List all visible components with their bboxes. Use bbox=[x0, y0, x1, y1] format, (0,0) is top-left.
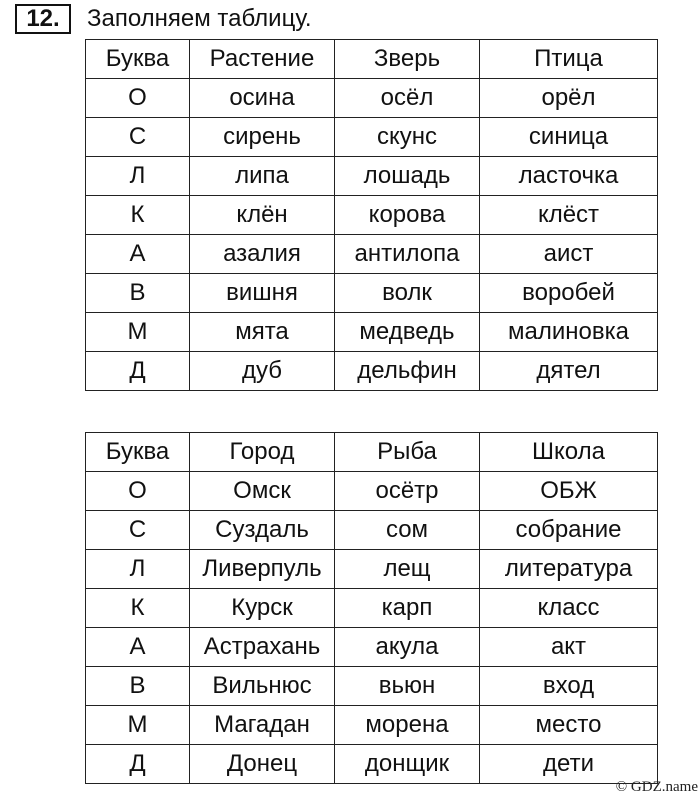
table-row bbox=[86, 706, 658, 745]
word-cell: дятел bbox=[480, 352, 658, 391]
word-cell: Донец bbox=[190, 745, 335, 784]
word-cell: литература bbox=[480, 550, 658, 589]
table-row bbox=[86, 235, 658, 274]
table-row bbox=[86, 313, 658, 352]
word-cell: клён bbox=[190, 196, 335, 235]
letter-cell: Д bbox=[86, 352, 190, 391]
table-row bbox=[86, 511, 658, 550]
header-cell: Буква bbox=[86, 433, 190, 472]
word-cell: осёл bbox=[335, 79, 480, 118]
word-cell: азалия bbox=[190, 235, 335, 274]
letter-cell: А bbox=[86, 235, 190, 274]
word-cell: Суздаль bbox=[190, 511, 335, 550]
letter-cell: К bbox=[86, 589, 190, 628]
word-cell: орёл bbox=[480, 79, 658, 118]
task-title: Заполняем таблицу. bbox=[87, 5, 312, 32]
table-row bbox=[86, 472, 658, 511]
word-cell: вход bbox=[480, 667, 658, 706]
table-header-row bbox=[86, 433, 658, 472]
word-cell: осётр bbox=[335, 472, 480, 511]
word-cell: карп bbox=[335, 589, 480, 628]
letter-cell: В bbox=[86, 274, 190, 313]
word-cell: корова bbox=[335, 196, 480, 235]
word-cell: малиновка bbox=[480, 313, 658, 352]
letter-cell: С bbox=[86, 118, 190, 157]
word-table-2 bbox=[85, 432, 658, 784]
word-cell: волк bbox=[335, 274, 480, 313]
header-cell: Буква bbox=[86, 40, 190, 79]
table-row bbox=[86, 352, 658, 391]
word-cell: Вильнюс bbox=[190, 667, 335, 706]
word-cell: вьюн bbox=[335, 667, 480, 706]
letter-cell: О bbox=[86, 472, 190, 511]
word-cell: Астрахань bbox=[190, 628, 335, 667]
word-cell: класс bbox=[480, 589, 658, 628]
word-cell: аист bbox=[480, 235, 658, 274]
word-cell: воробей bbox=[480, 274, 658, 313]
word-cell: Курск bbox=[190, 589, 335, 628]
letter-cell: К bbox=[86, 196, 190, 235]
word-cell: дуб bbox=[190, 352, 335, 391]
word-cell: сом bbox=[335, 511, 480, 550]
word-cell: место bbox=[480, 706, 658, 745]
word-cell: сирень bbox=[190, 118, 335, 157]
word-cell: клёст bbox=[480, 196, 658, 235]
word-cell: медведь bbox=[335, 313, 480, 352]
word-cell: Магадан bbox=[190, 706, 335, 745]
word-cell: акула bbox=[335, 628, 480, 667]
header-cell: Город bbox=[190, 433, 335, 472]
letter-cell: М bbox=[86, 313, 190, 352]
letter-cell: Д bbox=[86, 745, 190, 784]
watermark: © GDZ.name bbox=[615, 779, 698, 795]
header-cell: Растение bbox=[190, 40, 335, 79]
header-cell: Птица bbox=[480, 40, 658, 79]
table-row bbox=[86, 118, 658, 157]
letter-cell: Л bbox=[86, 550, 190, 589]
word-cell: антилопа bbox=[335, 235, 480, 274]
letter-cell: О bbox=[86, 79, 190, 118]
word-cell: липа bbox=[190, 157, 335, 196]
header-cell: Зверь bbox=[335, 40, 480, 79]
word-table-1-body bbox=[86, 40, 658, 391]
letter-cell: М bbox=[86, 706, 190, 745]
header-cell: Рыба bbox=[335, 433, 480, 472]
letter-cell: В bbox=[86, 667, 190, 706]
table-header-row bbox=[86, 40, 658, 79]
word-table-2-body bbox=[86, 433, 658, 784]
word-cell: дельфин bbox=[335, 352, 480, 391]
header-cell: Школа bbox=[480, 433, 658, 472]
letter-cell: А bbox=[86, 628, 190, 667]
word-table-1 bbox=[85, 39, 658, 391]
table-row bbox=[86, 196, 658, 235]
table-row bbox=[86, 667, 658, 706]
table-row bbox=[86, 628, 658, 667]
table-row bbox=[86, 157, 658, 196]
table-row bbox=[86, 589, 658, 628]
word-cell: вишня bbox=[190, 274, 335, 313]
word-cell: Ливерпуль bbox=[190, 550, 335, 589]
word-cell: донщик bbox=[335, 745, 480, 784]
task-number: 12. bbox=[15, 4, 71, 34]
word-cell: осина bbox=[190, 79, 335, 118]
word-cell: лещ bbox=[335, 550, 480, 589]
word-cell: дети bbox=[480, 745, 658, 784]
word-cell: ласточка bbox=[480, 157, 658, 196]
word-cell: синица bbox=[480, 118, 658, 157]
word-cell: морена bbox=[335, 706, 480, 745]
word-cell: Омск bbox=[190, 472, 335, 511]
word-cell: скунс bbox=[335, 118, 480, 157]
table-row bbox=[86, 550, 658, 589]
word-cell: лошадь bbox=[335, 157, 480, 196]
word-cell: ОБЖ bbox=[480, 472, 658, 511]
word-cell: мята bbox=[190, 313, 335, 352]
table-row bbox=[86, 274, 658, 313]
letter-cell: Л bbox=[86, 157, 190, 196]
letter-cell: С bbox=[86, 511, 190, 550]
table-row bbox=[86, 745, 658, 784]
table-row bbox=[86, 79, 658, 118]
word-cell: акт bbox=[480, 628, 658, 667]
word-cell: собрание bbox=[480, 511, 658, 550]
